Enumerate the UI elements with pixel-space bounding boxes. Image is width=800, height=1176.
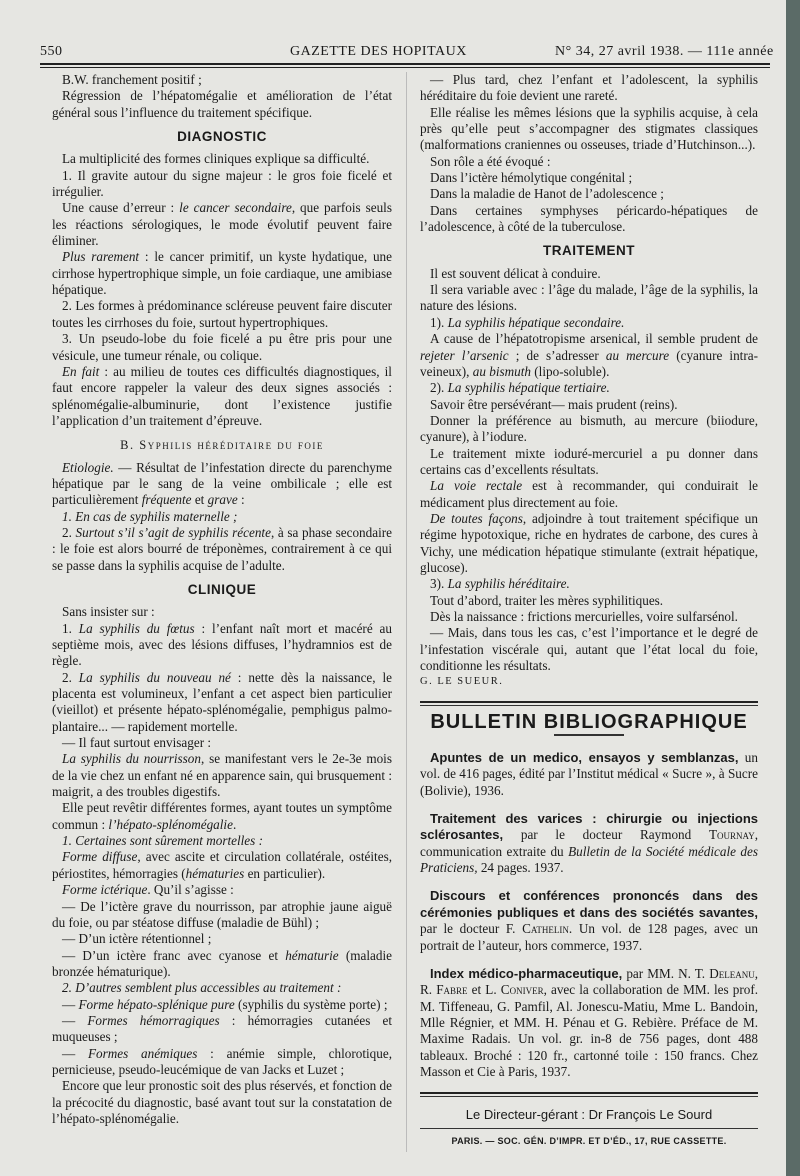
paragraph: — Formes anémiques : anémie simple, chlorotique, pernicieuse, pseudo-leucémique de van Jacks et Luzet ; bbox=[52, 1045, 392, 1077]
paragraph: La voie rectale est à recommander, qui conduirait le médicament plus directement au foie. bbox=[420, 478, 758, 510]
paragraph: 3. Un pseudo-lobe du foie ficelé a pu être pris pour une vésicule, une tumeur rénale, ou colique. bbox=[52, 331, 392, 363]
bibliography-entry: Index médico-pharmaceutique, par MM. N. T. Deleanu, R. Fabre et L. Coniver, avec la collaboration de MM. les prof. M. Tiffeneau, G. Pamfil, Al. Jonescu-Matiu, Mme L. Bandoin, Mlle Régnier, et MM. H. Pénau et G. Rebière. Préface de M. Maxime Radais. Un vol. gr. in-8 de 756 pages, dont 488 tableaux. Broché : 120 fr., cartonné toile : 150 francs. Chez Masson et Cie à Paris, 1937. bbox=[420, 965, 759, 1079]
paragraph: Le traitement mixte ioduré-mercuriel a pu donner dans certains cas d’excellents résultats. bbox=[420, 445, 758, 477]
paragraph: — Plus tard, chez l’enfant et l’adolescent, la syphilis héréditaire du foie devient une rareté. bbox=[420, 72, 758, 104]
paragraph: 2. Les formes à prédominance scléreuse peuvent faire discuter toutes les cirrhoses du foie, surtout hypertrophiques. bbox=[52, 298, 392, 330]
section-heading-clinique: CLINIQUE bbox=[187, 581, 257, 597]
page-number: 550 bbox=[40, 44, 63, 59]
paragraph: Dès la naissance : frictions mercurielles, voire sulfarsénol. bbox=[430, 609, 738, 624]
paragraph: Il est souvent délicat à conduire. bbox=[430, 265, 601, 281]
paragraph: — D’un ictère franc avec cyanose et hématurie (maladie bronzée hématurique). bbox=[52, 947, 392, 979]
paragraph: La multiplicité des formes cliniques explique sa difficulté. bbox=[62, 151, 370, 167]
paragraph: 2). La syphilis hépatique tertiaire. bbox=[430, 380, 610, 396]
paragraph: — Forme hépato-splénique pure (syphilis du système porte) ; bbox=[62, 996, 388, 1012]
paragraph: 1. Certaines sont sûrement mortelles : bbox=[62, 833, 263, 849]
section-separator bbox=[420, 701, 758, 706]
paragraph: 2. D’autres semblent plus accessibles au traitement : bbox=[62, 980, 342, 996]
paragraph: Elle réalise les mêmes lésions que la syphilis acquise, à cela près qu’elle peut s’accompagner des stigmates classiques (malformations craniennes ou osseuses, triade d’Hutchinson...). bbox=[420, 104, 758, 153]
paragraph: Encore que leur pronostic soit des plus réservés, et fonction de la précocité du diagnostic, basé avant tout sur la constatation de l’hépato-splénomégalie. bbox=[52, 1078, 392, 1126]
subsection-heading: B. Syphilis héréditaire du foie bbox=[120, 438, 324, 453]
bulletin-title: BULLETIN BIBLIOGRAPHIQUE bbox=[430, 710, 748, 733]
paragraph: 1. Il gravite autour du signe majeur : le gros foie ficelé et irrégulier. bbox=[52, 167, 392, 200]
section-heading-traitement: TRAITEMENT bbox=[543, 243, 635, 259]
paragraph: Tout d’abord, traiter les mères syphilitiques. bbox=[430, 592, 664, 608]
paragraph: Une cause d’erreur : le cancer secondaire, que parfois seuls les réactions sérologiques, le mode évolutif peuvent faire éliminer. bbox=[52, 200, 392, 249]
paragraph: Régression de l’hépatomégalie et amélioration de l’état général sous l’influence du traitement spécifique. bbox=[52, 88, 392, 120]
page-edge-shadow bbox=[786, 0, 800, 1176]
paragraph: Donner la préférence au bismuth, au mercure (biiodure, cyanure), à l’iodure. bbox=[420, 412, 758, 445]
paragraph: Son rôle a été évoqué : bbox=[430, 153, 551, 169]
header-rule-thin bbox=[40, 67, 770, 68]
header-rule bbox=[40, 63, 770, 65]
bibliography-entry: Apuntes de un medico, ensayos y semblanzas, un vol. de 416 pages, édité par l’Institut médical « Sucre », à Sucre (Bolivie), 1936. bbox=[420, 750, 758, 798]
paragraph: Forme ictérique. Qu’il s’agisse : bbox=[62, 882, 234, 898]
paragraph: La syphilis du nourrisson, se manifestant vers le 2e-3e mois de la vie chez un enfant né en apparence sain, qui brusquement : maigrit, a des troubles digestifs. bbox=[52, 751, 392, 800]
paragraph: Dans la maladie de Hanot de l’adolescence ; bbox=[430, 186, 664, 202]
imprint-rule bbox=[420, 1128, 758, 1129]
page-header bbox=[40, 44, 774, 64]
director-line: Le Directeur-gérant : Dr François Le Sourd bbox=[465, 1107, 713, 1123]
footer-separator bbox=[420, 1092, 758, 1097]
paragraph: 3). La syphilis héréditaire. bbox=[430, 576, 570, 592]
paragraph: — Il faut surtout envisager : bbox=[62, 735, 212, 751]
bibliography-entry: Discours et conférences prononcés dans des cérémonies publiques et dans des sociétés savantes, par le docteur F. Cathelin. Un vol. de 128 pages, avec un portrait de l’auteur, hors commerce, 1937. bbox=[420, 888, 758, 953]
author-signature: G. LE SUEUR. bbox=[420, 676, 504, 688]
column-divider bbox=[406, 72, 407, 1152]
paragraph: B.W. franchement positif ; bbox=[62, 72, 202, 87]
right-column bbox=[420, 72, 758, 1149]
paragraph: — D’un ictère rétentionnel ; bbox=[62, 931, 212, 947]
paragraph: De toutes façons, adjoindre à tout traitement spécifique un régime hypotoxique, riche en hydrates de carbone, des cures à Vichy, une médication hépatique stimulante (extrait hépatique, glucose). bbox=[420, 510, 758, 575]
title-underline bbox=[554, 734, 624, 736]
paragraph: Dans certaines symphyses péricardo-hépatiques de l’adolescence, à côté de la tuberculose. bbox=[420, 202, 758, 235]
issue-info: N° 34, 27 avril 1938. — 111e année bbox=[555, 44, 774, 59]
journal-title: GAZETTE DES HOPITAUX bbox=[290, 44, 467, 59]
section-heading-diagnostic: DIAGNOSTIC bbox=[177, 129, 267, 145]
paragraph: Savoir être persévérant— mais prudent (reins). bbox=[430, 396, 678, 412]
paragraph: En fait : au milieu de toutes ces difficultés diagnostiques, il faut encore rappeler la valeur des deux signes associés : splénomégalie-albuminurie, dont l’existence justifie l’application d’un traitement d’épreuve. bbox=[52, 363, 392, 428]
paragraph: — Mais, dans tous les cas, c’est l’importance et le degré de l’infestation viscérale qui, autant que l’état local du foie, conditionne les résultats. bbox=[420, 625, 758, 674]
paragraph: 1). La syphilis hépatique secondaire. bbox=[430, 314, 625, 330]
left-column bbox=[52, 72, 392, 1127]
paragraph: 2. Surtout s’il s’agit de syphilis récente, à sa phase secondaire : le foie est alors bourré de tréponèmes, contrairement à ce qui se passe dans la syphilis acquise de l’adulte. bbox=[52, 524, 393, 573]
paragraph: — Formes hémorragiques : hémorragies cutanées et muqueuses ; bbox=[52, 1012, 392, 1045]
paragraph: Plus rarement : le cancer primitif, un kyste hydatique, une cirrhose hypertrophique simple, un foie cardiaque, une amibiase hépatique. bbox=[52, 249, 393, 298]
paragraph: Sans insister sur : bbox=[62, 604, 155, 620]
paragraph: 2. La syphilis du nouveau né : nette dès la naissance, le placenta est volumineux, l’enfant a cet aspect bien particulier (vieillot) et présente hépato-splénomégalie, pemphigus palmo-plantaire... — rapidement mortelle. bbox=[52, 669, 392, 734]
printer-imprint: PARIS. — SOC. GÉN. D’IMPR. ET D’ÉD., 17, RUE CASSETTE. bbox=[451, 1135, 727, 1146]
paragraph: Forme diffuse, avec ascite et circulation collatérale, ostéites, périostites, hémorragies (hématuries en particulier). bbox=[52, 849, 392, 881]
bibliography-entry: Traitement des varices : chirurgie ou injections sclérosantes, par le docteur Raymond Tournay, communication extraite du Bulletin de la Société médicale des Praticiens, 24 pages. 1937. bbox=[420, 811, 758, 876]
paragraph: Il sera variable avec : l’âge du malade, l’âge de la syphilis, la nature des lésions. bbox=[420, 282, 758, 314]
paragraph: Elle peut revêtir différentes formes, ayant toutes un symptôme commun : l’hépato-splénomégalie. bbox=[52, 800, 392, 832]
paragraph: Dans l’ictère hémolytique congénital ; bbox=[430, 170, 633, 186]
paragraph: 1. En cas de syphilis maternelle ; bbox=[62, 508, 238, 524]
paragraph: 1. La syphilis du fœtus : l’enfant naît mort et macéré au septième mois, avec des lésions diffuses, l’hydramnios est de règle. bbox=[52, 620, 392, 669]
paragraph: — De l’ictère grave du nourrisson, par atrophie jaune aiguë du foie, ou par stéatose diffuse (maladie de Bühl) ; bbox=[52, 898, 392, 930]
paragraph: A cause de l’hépatotropisme arsenical, il semble prudent de rejeter l’arsenic ; de s’adresser au mercure (cyanure intra-veineux), au bismuth (lipo-soluble). bbox=[420, 331, 758, 379]
paragraph: Etiologie. — Résultat de l’infestation directe du parenchyme hépatique par le sang de la veine ombilicale ; elle est particulièrement fréquente et grave : bbox=[52, 459, 392, 508]
